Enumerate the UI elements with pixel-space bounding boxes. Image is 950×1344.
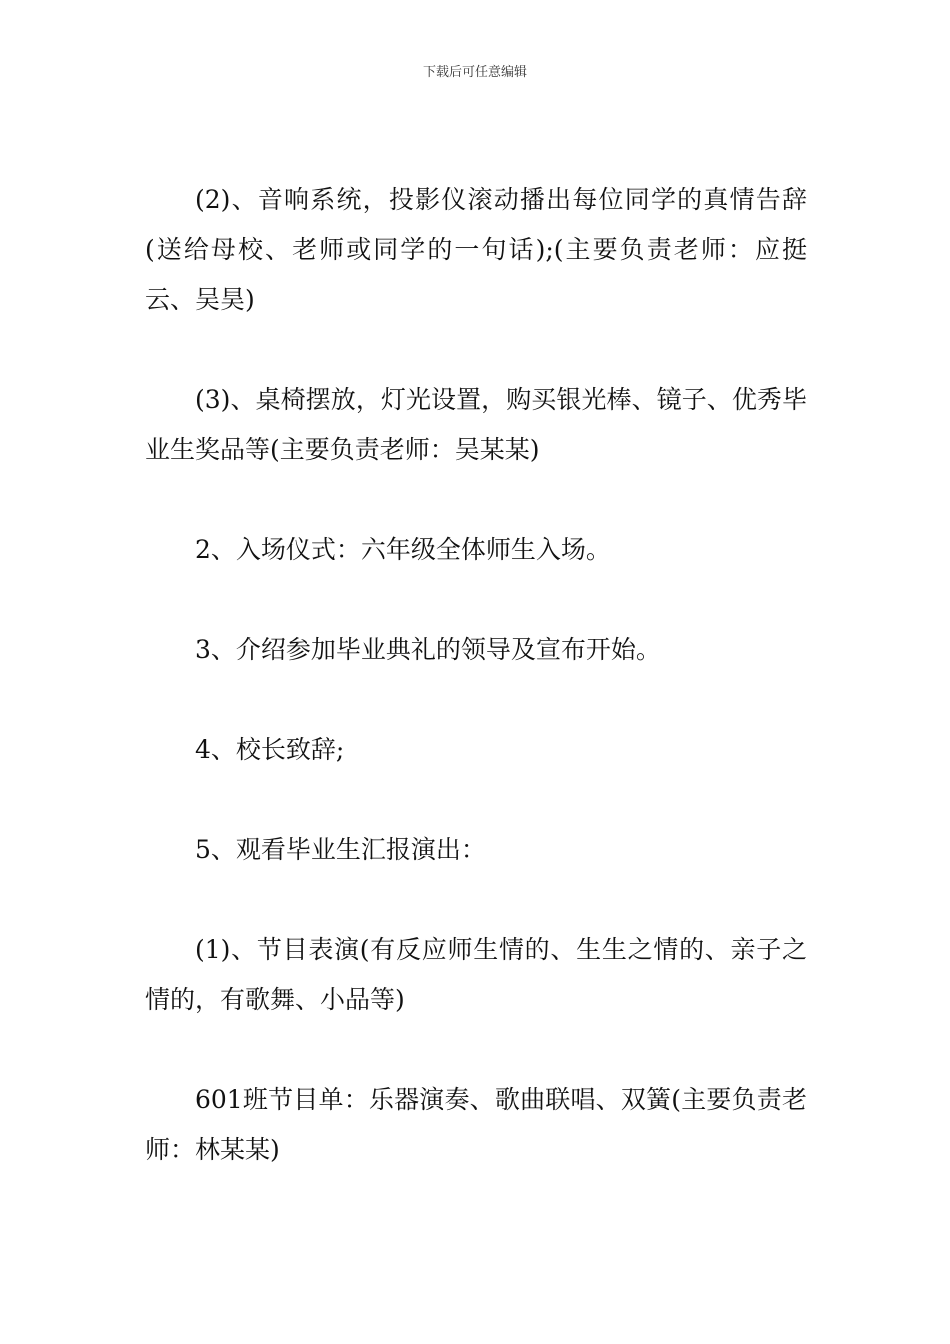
page-header: 下载后可任意编辑 [422, 65, 527, 80]
paragraph-entrance-ceremony: 2、入场仪式：六年级全体师生入场。 [195, 535, 611, 564]
document-body [145, 175, 807, 1175]
paragraph-sound-system: (2)、音响系统，投影仪滚动播出每位同学的真情告辞(送给母校、老师或同学的一句话);(主要负责老师：应挺云、吴昊) [145, 185, 807, 314]
paragraph-watch-performance: 5、观看毕业生汇报演出： [195, 835, 486, 864]
paragraph-furniture-lighting: (3)、桌椅摆放，灯光设置，购买银光棒、镜子、优秀毕业生奖品等(主要负责老师：吴某某) [145, 385, 807, 464]
paragraph-principal-speech: 4、校长致辞; [195, 735, 345, 764]
paragraph-introduce-leaders: 3、介绍参加毕业典礼的领导及宣布开始。 [195, 635, 661, 664]
paragraph-class-601-program: 601班节目单：乐器演奏、歌曲联唱、双簧(主要负责老师：林某某) [145, 1085, 807, 1164]
paragraph-program-performance: (1)、节目表演(有反应师生情的、生生之情的、亲子之情的，有歌舞、小品等) [145, 935, 807, 1014]
